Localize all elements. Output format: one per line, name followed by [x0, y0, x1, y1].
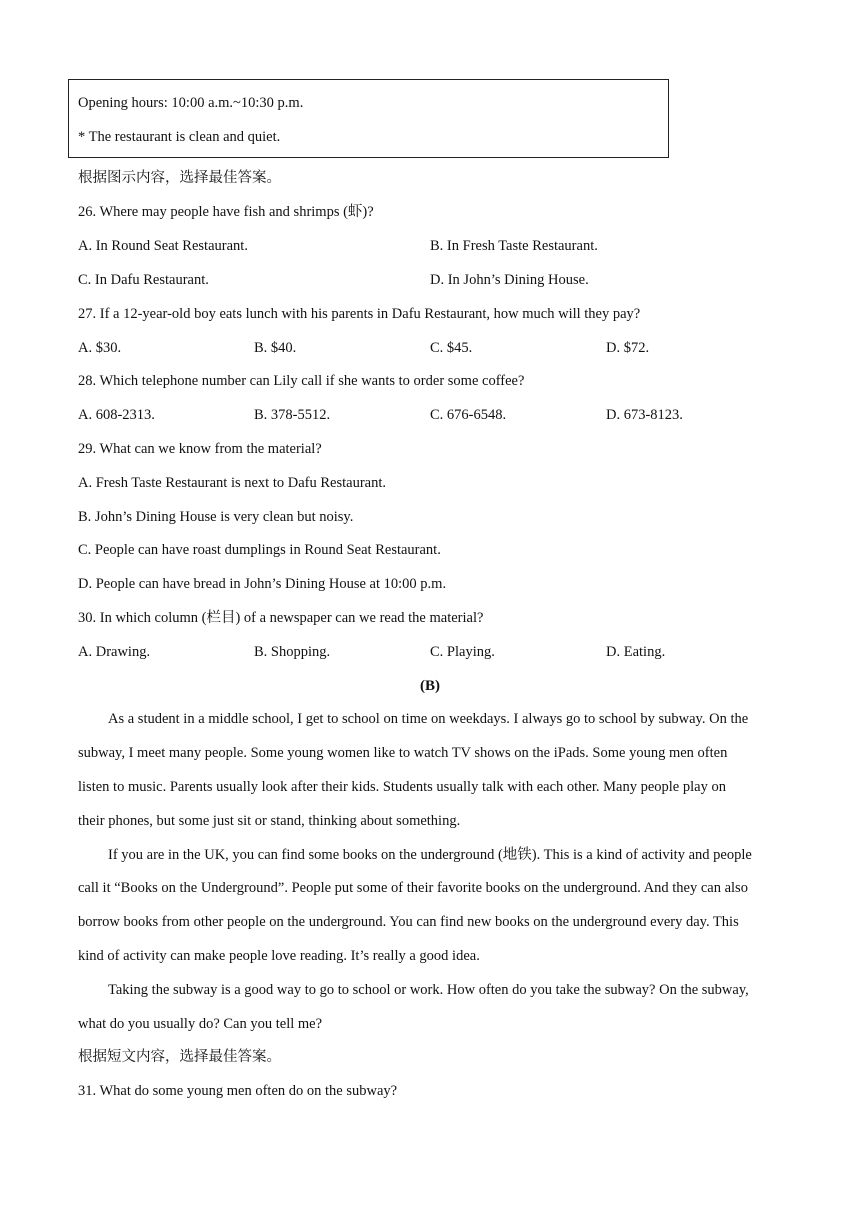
passage-line: As a student in a middle school, I get to school on time on weekdays. I always go to school by subway. On the [108, 711, 749, 727]
restaurant-note: * The restaurant is clean and quiet. [78, 129, 281, 145]
q27-option-c: C. $45. [430, 340, 473, 356]
passage-line: call it “Books on the Underground”. People put some of their favorite books on the underground. And they can also [78, 880, 748, 896]
passage-line: listen to music. Parents usually look after their kids. Students usually talk with each other. Many people play on [78, 779, 726, 795]
q26-option-d: D. In John’s Dining House. [430, 272, 589, 288]
q28-option-c: C. 676-6548. [430, 407, 507, 423]
question-31: 31. What do some young men often do on the subway? [78, 1083, 398, 1099]
instruction-2: 根据短文内容，选择最佳答案。 [78, 1049, 281, 1065]
passage-line: Taking the subway is a good way to go to school or work. How often do you take the subway? On the subway, [108, 982, 749, 998]
question-27: 27. If a 12-year-old boy eats lunch with his parents in Dafu Restaurant, how much will they pay? [78, 306, 641, 322]
passage-line: what do you usually do? Can you tell me? [78, 1016, 323, 1032]
question-26: 26. Where may people have fish and shrimps (虾)? [78, 204, 374, 220]
q26-option-b: B. In Fresh Taste Restaurant. [430, 238, 598, 254]
q28-option-a: A. 608-2313. [78, 407, 155, 423]
q29-option-d: D. People can have bread in John’s Dining House at 10:00 p.m. [78, 576, 447, 592]
q28-option-b: B. 378-5512. [254, 407, 331, 423]
q30-option-c: C. Playing. [430, 644, 495, 660]
q29-option-a: A. Fresh Taste Restaurant is next to Dafu Restaurant. [78, 475, 386, 491]
q27-option-d: D. $72. [606, 340, 650, 356]
restaurant-info-box [68, 79, 669, 158]
passage-line: their phones, but some just sit or stand, thinking about something. [78, 813, 461, 829]
q29-option-c: C. People can have roast dumplings in Round Seat Restaurant. [78, 542, 441, 558]
question-30: 30. In which column (栏目) of a newspaper can we read the material? [78, 610, 484, 626]
passage-line: subway, I meet many people. Some young women like to watch TV shows on the iPads. Some young men often [78, 745, 728, 761]
section-b-heading: (B) [420, 678, 440, 694]
passage-line: kind of activity can make people love reading. It’s really a good idea. [78, 948, 480, 964]
q27-option-a: A. $30. [78, 340, 122, 356]
question-28: 28. Which telephone number can Lily call if she wants to order some coffee? [78, 373, 525, 389]
question-29: 29. What can we know from the material? [78, 441, 322, 457]
q30-option-d: D. Eating. [606, 644, 666, 660]
q30-option-b: B. Shopping. [254, 644, 331, 660]
q27-option-b: B. $40. [254, 340, 297, 356]
opening-hours: Opening hours: 10:00 a.m.~10:30 p.m. [78, 95, 304, 111]
q30-option-a: A. Drawing. [78, 644, 151, 660]
q26-option-c: C. In Dafu Restaurant. [78, 272, 209, 288]
q26-option-a: A. In Round Seat Restaurant. [78, 238, 248, 254]
passage-line: If you are in the UK, you can find some books on the underground (地铁). This is a kind of activity and people [108, 847, 752, 863]
q29-option-b: B. John’s Dining House is very clean but noisy. [78, 509, 354, 525]
q28-option-d: D. 673-8123. [606, 407, 683, 423]
passage-line: borrow books from other people on the underground. You can find new books on the underground every day. This [78, 914, 739, 930]
instruction-1: 根据图示内容，选择最佳答案。 [78, 170, 281, 186]
